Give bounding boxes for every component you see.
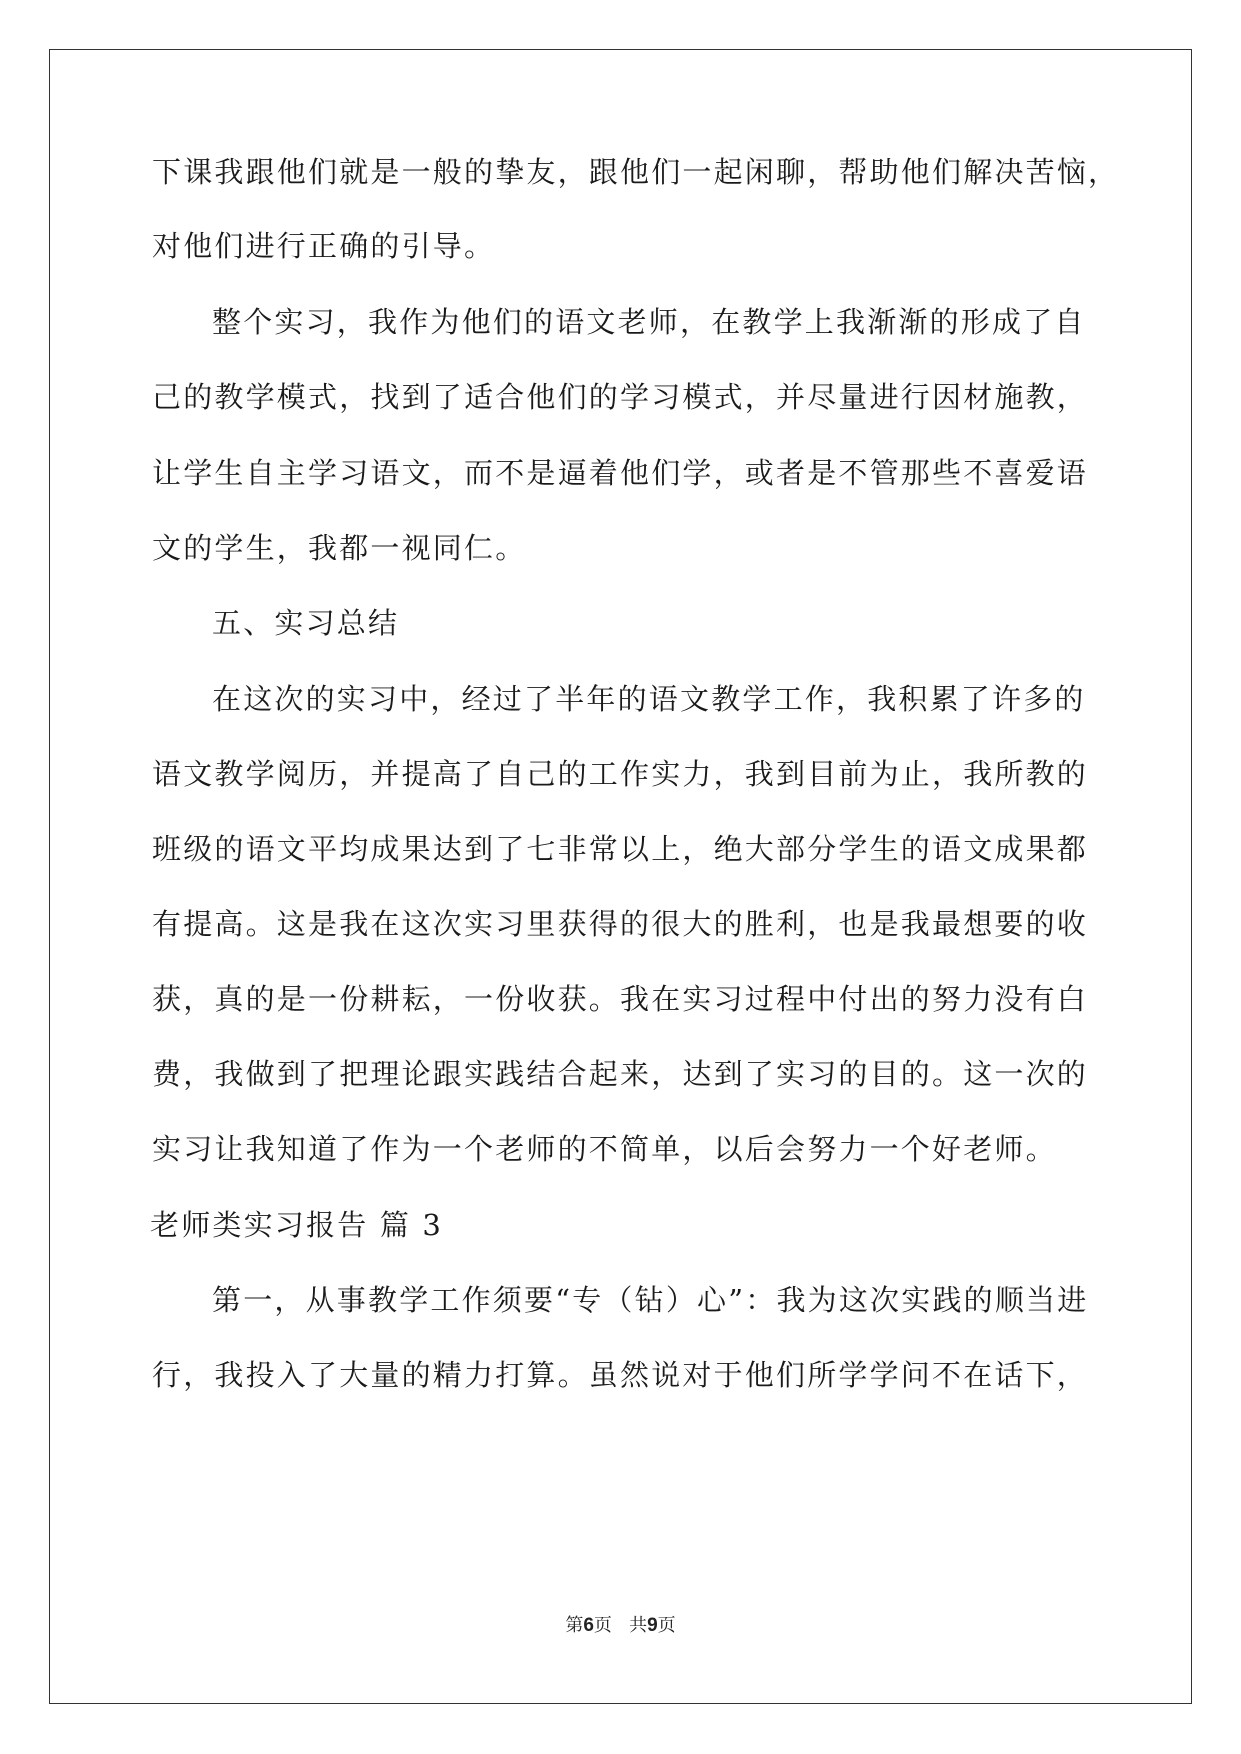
body-text-line: 文的学生，我都一视同仁。 xyxy=(152,531,527,565)
total-suffix: 页 xyxy=(657,1615,676,1636)
body-text-line: 行，我投入了大量的精力打算。虽然说对于他们所学学问不在话下， xyxy=(152,1358,1089,1392)
body-text-line: 班级的语文平均成果达到了七非常以上，绝大部分学生的语文成果都 xyxy=(152,832,1089,866)
body-text-line: 费，我做到了把理论跟实践结合起来，达到了实习的目的。这一次的 xyxy=(152,1057,1089,1091)
report-title: 老师类实习报告 篇 3 xyxy=(150,1208,444,1242)
current-page-number: 6 xyxy=(583,1615,594,1636)
body-text-line: 语文教学阅历，并提高了自己的工作实力，我到目前为止，我所教的 xyxy=(152,757,1089,791)
page-footer xyxy=(0,1615,1241,1637)
body-text-line: 对他们进行正确的引导。 xyxy=(152,229,496,263)
total-page-number: 9 xyxy=(647,1615,658,1636)
page-border xyxy=(49,49,1192,1704)
total-prefix: 共 xyxy=(629,1615,648,1636)
page-prefix: 第 xyxy=(565,1615,584,1636)
paragraph-start-line: 在这次的实习中，经过了半年的语文教学工作，我积累了许多的 xyxy=(212,682,1086,716)
page-suffix: 页 xyxy=(593,1615,612,1636)
section-heading: 五、实习总结 xyxy=(212,606,400,640)
body-text-line: 己的教学模式，找到了适合他们的学习模式，并尽量进行因材施教， xyxy=(152,380,1089,414)
paragraph-start-line: 第一，从事教学工作须要“专（钻）心”：我为这次实践的顺当进 xyxy=(212,1283,1089,1317)
body-text-line: 让学生自主学习语文，而不是逼着他们学，或者是不管那些不喜爱语 xyxy=(152,456,1089,490)
body-text-line: 获，真的是一份耕耘，一份收获。我在实习过程中付出的努力没有白 xyxy=(152,982,1089,1016)
paragraph-start-line: 整个实习，我作为他们的语文老师，在教学上我渐渐的形成了自 xyxy=(212,305,1086,339)
body-text-line: 下课我跟他们就是一般的挚友，跟他们一起闲聊，帮助他们解决苦恼， xyxy=(152,155,1120,189)
body-text-line: 实习让我知道了作为一个老师的不简单，以后会努力一个好老师。 xyxy=(152,1132,1057,1166)
body-text-line: 有提高。这是我在这次实习里获得的很大的胜利，也是我最想要的收 xyxy=(152,907,1089,941)
